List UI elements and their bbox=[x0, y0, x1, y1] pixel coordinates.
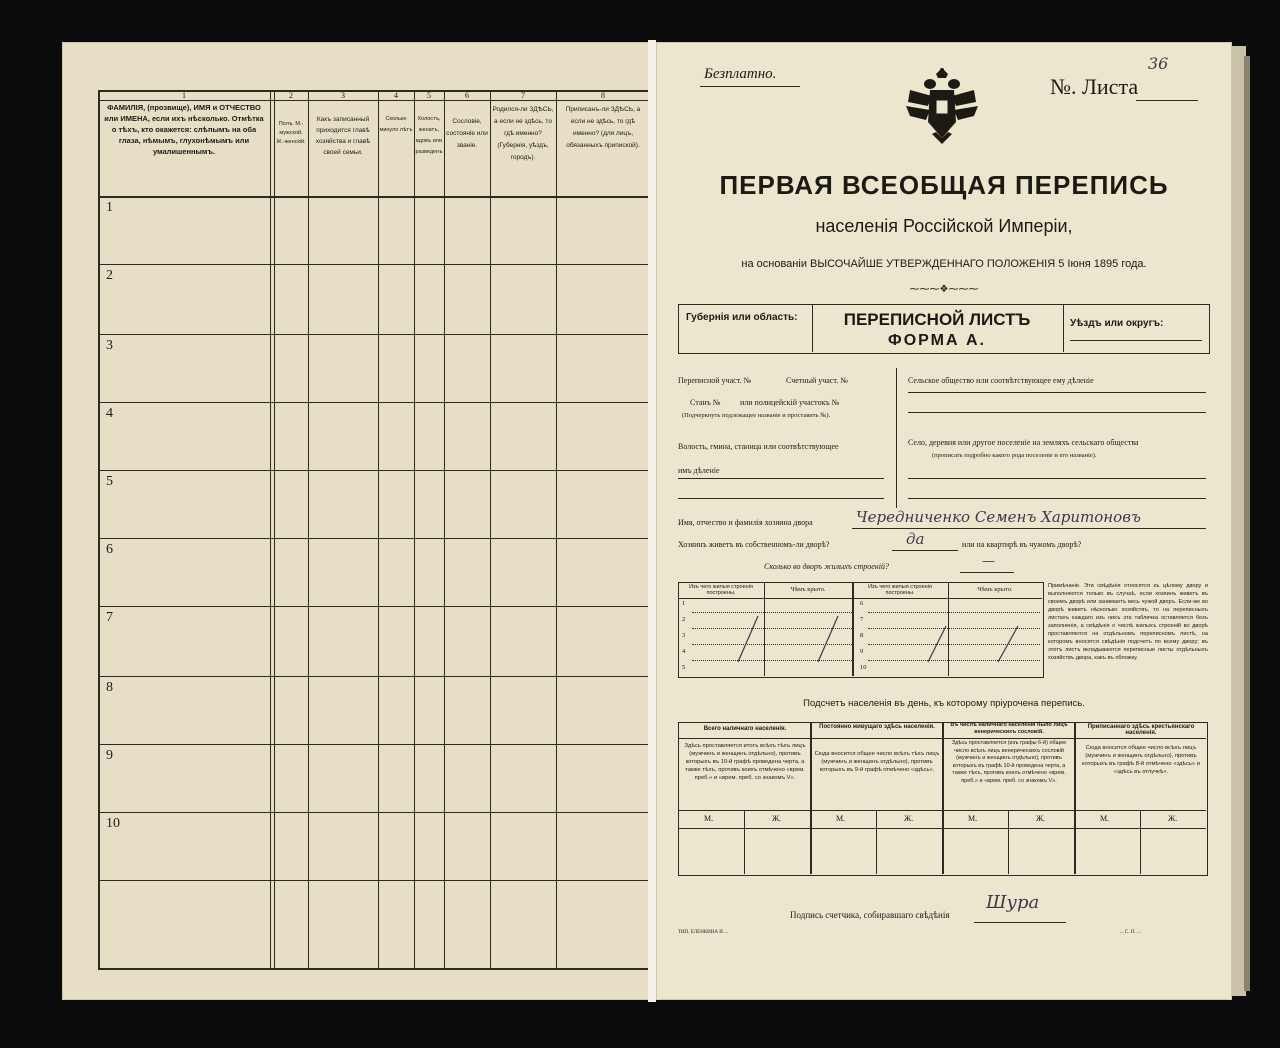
column-header-relation: Какъ записанный приходится главѣ хозяйства и главѣ своей семьи. bbox=[315, 116, 371, 156]
row-number: 3 bbox=[106, 338, 113, 353]
buildings-row-number: 6 bbox=[860, 600, 864, 607]
column-number: 6 bbox=[465, 91, 469, 100]
column-header-estate: Сословіе, состояніе или званіе. bbox=[446, 118, 488, 149]
police-uchastok-label: или полицейскій участокъ № bbox=[740, 398, 840, 407]
column-number: 5 bbox=[427, 91, 431, 100]
selo-note: (прописать подробно какого рода поселеніе и его названіе). bbox=[932, 452, 1097, 459]
row-number: 8 bbox=[106, 680, 113, 695]
column-header-birthplace: Родился-ли ЗДѢСЬ, а если не здѣсь, то гдѣ именно? (Губернія, уѣздъ, городъ). bbox=[492, 106, 554, 161]
row-number: 9 bbox=[106, 748, 113, 763]
owner-label: Имя, отчество и фамилія хозяина двора bbox=[678, 518, 813, 527]
column-header-name: ФАМИЛІЯ, (прозвище), ИМЯ и ОТЧЕСТВО или ИМЕНА, если ихъ нѣсколько. Отмѣтка о тѣхъ, кто окажется: слѣпымъ на оба глаза, нѣмымъ, глухонѣмымъ или умалишеннымъ. bbox=[104, 103, 264, 156]
form-subtitle: ФОРМА А. bbox=[888, 332, 986, 349]
selo-label: Село, деревня или другое поселеніе на земляхъ сельскаго общества bbox=[908, 438, 1139, 447]
uezd-label: Уѣздъ или округъ: bbox=[1070, 318, 1164, 329]
buildings-row-number: 7 bbox=[860, 616, 864, 623]
male-label: М. bbox=[1100, 814, 1110, 823]
remark-note: Примѣчаніе. Эти свѣдѣнія относятся къ цѣлому двору и выполняются только въ случаѣ, если хозяинъ живетъ въ своемъ дворѣ или занимаетъ весь чужой дворъ. Если-же во дворѣ живетъ нѣсколько хозяйствъ, то на переписныхъ листахъ каждаго изъ нихъ эта табличка оставляется безъ заполненія, а свѣдѣнія о числѣ жилыхъ строеній во дворѣ проставляются на отдѣльномъ переписномъ листѣ, на которомъ вносятся свѣдѣнія подсчетъ по всему двору; въ этотъ листъ вкладываются переписные листы отдѣльныхъ хозяйствъ двора, какъ въ обложку. bbox=[1048, 583, 1208, 661]
buildings-roof-header: Чѣмъ крыто. bbox=[790, 586, 826, 593]
buildings-count-label: Сколько во дворъ жилыхъ строеній? bbox=[764, 562, 889, 571]
population-count-title: Подсчетъ населенія въ день, къ которому пріурочена перепись. bbox=[803, 698, 1085, 709]
owner-handwritten-name: Чередниченко Семенъ Харитоновъ bbox=[856, 508, 1141, 526]
row-number: 4 bbox=[106, 406, 113, 421]
column-header-sex: Полъ. М.-мужской. Ж.-женскій. bbox=[276, 121, 306, 145]
sheet-number-label: №. Листа bbox=[1050, 74, 1139, 99]
column-number: 4 bbox=[394, 91, 398, 100]
buildings-count-answer: — bbox=[982, 554, 995, 569]
female-label: Ж. bbox=[772, 814, 782, 823]
buildings-row-number: 4 bbox=[682, 648, 686, 655]
census-title: ПЕРВАЯ ВСЕОБЩАЯ ПЕРЕПИСЬ bbox=[719, 170, 1169, 200]
census-household-table bbox=[98, 90, 650, 970]
buildings-row-number: 2 bbox=[682, 616, 686, 623]
printer-imprint: ТИП. ЕЛЕНКИНА И ... bbox=[678, 930, 728, 935]
right-page bbox=[656, 42, 1232, 1000]
form-title: ПЕРЕПИСНОЙ ЛИСТЪ bbox=[843, 310, 1031, 329]
female-label: Ж. bbox=[904, 814, 914, 823]
signature-label: Подпись счетчика, собиравшаго свѣдѣнія bbox=[790, 910, 950, 920]
row-number: 6 bbox=[106, 542, 113, 557]
column-header-age: Сколько минуло лѣтъ bbox=[379, 116, 413, 133]
female-label: Ж. bbox=[1036, 814, 1046, 823]
male-label: М. bbox=[968, 814, 978, 823]
imperial-eagle-emblem-icon bbox=[902, 66, 982, 146]
page-edge-shadow bbox=[1244, 56, 1250, 991]
sheet-number-handwritten: 36 bbox=[1148, 54, 1169, 73]
census-basis: на основаніи ВЫСОЧАЙШЕ УТВЕРЖДЕННАГО ПОЛОЖЕНІЯ 5 Іюня 1895 года. bbox=[741, 258, 1147, 270]
male-label: М. bbox=[836, 814, 846, 823]
underline-note: (Подчеркнуть подлежащее названіе и проставить №). bbox=[682, 412, 831, 419]
stan-label: Станъ № bbox=[690, 398, 721, 407]
count-col-estate-desc: Здѣсь проставляется (изъ графы 6-й) общее число всѣхъ лицъ венерическихъ сословій (мужчинъ и женщинъ отдѣльно), противъ которыхъ въ графѣ 10-й проведена черта, а также тѣхъ, противъ коихъ отмѣчено «врем. преб.» и «врем. преб. со знакомъ V». bbox=[951, 740, 1067, 784]
page-spine bbox=[648, 40, 656, 1002]
signature-handwritten: Шура bbox=[986, 892, 1040, 913]
column-header-marital: Холостъ, женатъ, вдовъ или разведенъ bbox=[415, 116, 443, 155]
printer-imprint: ... С. П. ... bbox=[1120, 930, 1141, 935]
row-number: 7 bbox=[106, 610, 113, 625]
female-label: Ж. bbox=[1168, 814, 1178, 823]
count-col-permanent-desc: Сюда вносится общее число всѣхъ тѣхъ лицъ (мужчинъ и женщинъ отдѣльно), противъ которыхъ въ 9-й графѣ отмѣчено «здѣсь». bbox=[814, 751, 940, 773]
buildings-row-number: 3 bbox=[682, 632, 686, 639]
count-col-total-header: Всего наличнаго населенія. bbox=[703, 726, 787, 732]
gubernia-label: Губернія или область: bbox=[686, 312, 798, 323]
count-col-permanent-header: Постоянно живущаго здѣсь населенія. bbox=[819, 724, 935, 730]
count-col-total-desc: Здѣсь проставляется итогъ всѣхъ тѣхъ лицъ (мужчинъ и женщинъ отдѣльно), противъ которыхъ въ 10-й графѣ проведена черта, а также тѣхъ, противъ коихъ отмѣчено «врем. преб.» и «врем. преб. со знакомъ V». bbox=[684, 743, 806, 781]
selskoe-obshchestvo-label: Сельское общество или соотвѣтствующее ему дѣленіе bbox=[908, 376, 1094, 385]
count-col-peasant-header: Приписаннаго здѣсь крестьянскаго населенія. bbox=[1087, 724, 1195, 736]
perepis-uchastok-label: Переписной участ. № bbox=[678, 376, 752, 385]
schet-uchastok-label: Счетный участ. № bbox=[786, 376, 848, 385]
volost-subdivision-label: имъ дѣленіе bbox=[678, 466, 720, 475]
left-page bbox=[62, 42, 650, 1000]
lives-elsewhere-label: или на квартирѣ въ чужомъ дворѣ? bbox=[962, 540, 1082, 549]
column-number: 2 bbox=[289, 91, 293, 100]
buildings-row-number: 8 bbox=[860, 632, 864, 639]
volost-label: Волость, гмина, станица или соотвѣтствующее bbox=[678, 442, 839, 451]
lives-own-yard-label: Хозяинъ живетъ въ собственномъ-ли дворѣ? bbox=[678, 540, 830, 549]
free-label: Безплатно. bbox=[704, 66, 777, 82]
buildings-roof-header: Чѣмъ крыто. bbox=[977, 586, 1013, 593]
buildings-row-number: 5 bbox=[682, 664, 686, 671]
male-label: М. bbox=[704, 814, 714, 823]
buildings-material-header: Изъ чего жилыя строенія построены. bbox=[868, 584, 932, 596]
row-number: 10 bbox=[106, 816, 120, 831]
buildings-row-number: 1 bbox=[682, 600, 686, 607]
buildings-material-header: Изъ чего жилыя строенія построены. bbox=[689, 584, 753, 596]
count-col-peasant-desc: Сюда вносится общее число всѣхъ лицъ (мужчинъ и женщинъ отдѣльно), противъ которыхъ въ графѣ 8-й отмѣчено «здѣсь» и «здѣсь въ отлучкѣ». bbox=[1082, 745, 1200, 775]
column-header-registered: Приписанъ-ли ЗДѢСЬ, а если не здѣсь, то гдѣ именно? (для лицъ, обязанныхъ припиской). bbox=[565, 106, 641, 149]
column-number: 7 bbox=[521, 91, 525, 100]
column-number: 3 bbox=[341, 91, 345, 100]
buildings-row-number: 9 bbox=[860, 648, 864, 655]
row-number: 5 bbox=[106, 474, 113, 489]
row-number: 2 bbox=[106, 268, 113, 283]
row-number: 1 bbox=[106, 200, 113, 215]
ornament-divider: ⁓⁓⁓❖⁓⁓⁓ bbox=[909, 284, 979, 295]
buildings-row-number: 10 bbox=[860, 664, 867, 671]
column-number: 8 bbox=[601, 91, 605, 100]
handwritten-dash-marks bbox=[678, 582, 1042, 676]
count-col-estate-header: Въ числѣ наличнаго населенія было лицъ венерическихъ сословій. bbox=[950, 722, 1068, 735]
census-subtitle: населенія Россійской Имперіи, bbox=[815, 216, 1073, 236]
column-number: 1 bbox=[182, 91, 186, 100]
lives-own-yard-answer: да bbox=[906, 530, 925, 548]
